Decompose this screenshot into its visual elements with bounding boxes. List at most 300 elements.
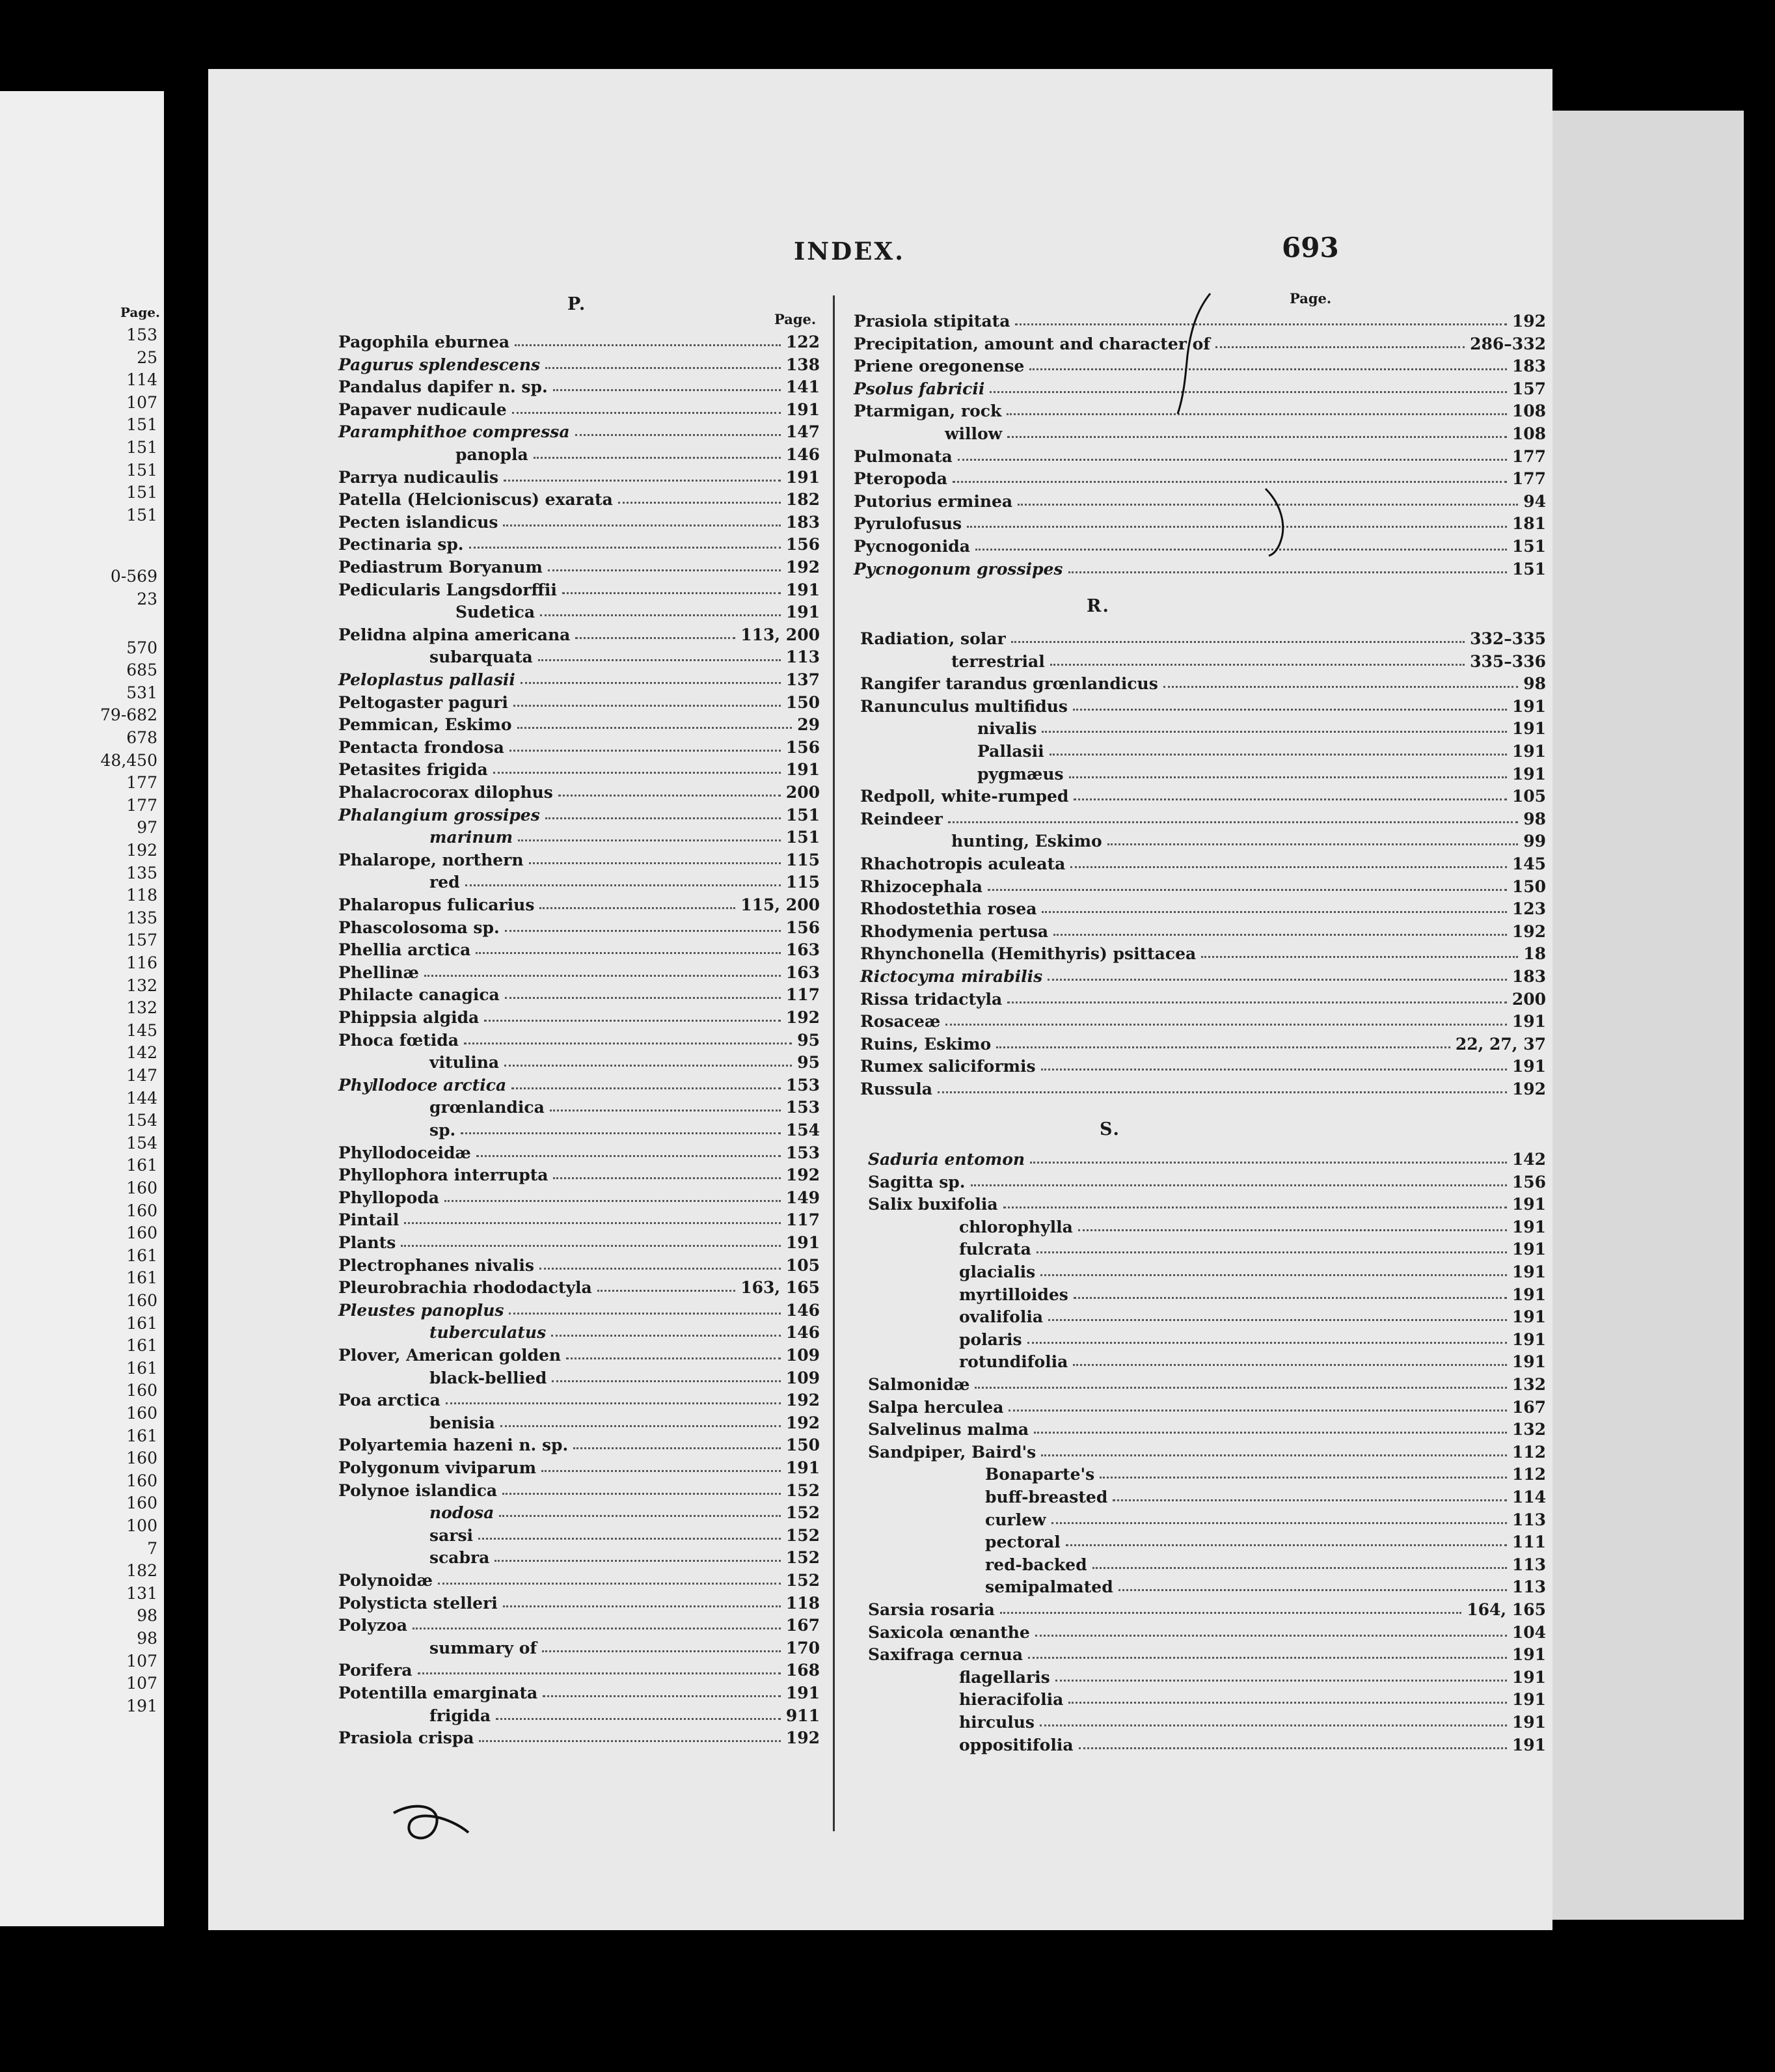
index-page-ref: 191 [1511, 742, 1546, 761]
dot-leader [1074, 798, 1506, 800]
index-page-ref: 192 [1511, 1080, 1546, 1098]
index-term: Salvelinus malma [868, 1420, 1029, 1439]
index-entry [429, 643, 820, 665]
dot-leader [953, 481, 1507, 483]
index-term: Ruins, Eskimo [860, 1034, 992, 1054]
index-page-ref: 113 [785, 648, 820, 667]
index-term: pygmæus [977, 764, 1064, 784]
index-entry [860, 670, 1546, 692]
dot-leader [478, 1538, 781, 1540]
index-page-ref: 141 [785, 377, 820, 397]
index-page-ref: 153 [785, 1143, 820, 1162]
index-page-ref: 191 [1511, 1262, 1546, 1281]
dot-leader [971, 1184, 1507, 1186]
left-page-number: 678 [126, 728, 157, 747]
index-term: fulcrata [959, 1240, 1031, 1259]
index-term: ovalifolia [959, 1307, 1044, 1327]
index-entry [338, 328, 820, 350]
index-page-ref: 191 [1511, 1735, 1546, 1754]
index-term: Parrya nudicaulis [338, 467, 499, 487]
index-page-ref: 99 [1523, 832, 1546, 851]
index-page-ref: 146 [785, 445, 820, 464]
index-term: Pandalus dapifer n. sp. [338, 377, 548, 397]
index-page-ref: 191 [1511, 1352, 1546, 1372]
left-page-number: 161 [126, 1358, 157, 1378]
index-page-ref: 183 [785, 512, 820, 532]
index-entry [959, 1281, 1546, 1303]
index-page-ref: 95 [797, 1053, 820, 1072]
left-page-number: 25 [137, 348, 157, 367]
index-page-ref: 191 [785, 760, 820, 780]
dot-leader [1079, 1747, 1507, 1749]
index-entry [868, 1190, 1546, 1212]
index-page-ref: 146 [785, 1323, 820, 1343]
index-entry [985, 1483, 1546, 1505]
left-page-number: 531 [126, 683, 157, 702]
back-sheet-edge [1549, 111, 1744, 1920]
dot-leader [479, 1740, 780, 1742]
dot-leader [975, 1387, 1506, 1389]
left-page-number: 116 [126, 953, 157, 972]
dot-leader [1040, 1724, 1507, 1726]
index-term: buff-breasted [985, 1488, 1108, 1506]
dot-leader [512, 412, 781, 414]
index-page-ref: 182 [785, 490, 820, 510]
index-page-ref: 156 [785, 737, 820, 757]
index-term: curlew [985, 1510, 1046, 1529]
index-page-ref: 152 [785, 1480, 820, 1500]
index-entry [338, 530, 820, 552]
left-page-number: 151 [126, 460, 157, 480]
dot-leader [545, 367, 781, 369]
dot-leader [509, 1313, 780, 1315]
index-entry [959, 1663, 1546, 1685]
index-entry [860, 1007, 1546, 1029]
index-page-ref: 191 [785, 580, 820, 599]
index-page-ref: 156 [785, 918, 820, 937]
index-page-ref: 108 [1511, 424, 1546, 443]
index-entry [429, 1409, 820, 1431]
index-page-ref: 109 [785, 1346, 820, 1365]
left-page-number: 144 [126, 1088, 157, 1108]
index-term: Poa arctica [338, 1391, 440, 1410]
dot-leader [938, 1091, 1507, 1093]
left-page-number: 182 [126, 1561, 157, 1581]
index-page-ref: 164, 165 [1467, 1600, 1546, 1619]
index-term: Rangifer tarandus grœnlandicus [860, 674, 1158, 694]
dot-leader [558, 795, 781, 797]
dot-leader [1042, 911, 1506, 913]
index-term: nodosa [429, 1503, 495, 1523]
index-page-ref: 153 [785, 1075, 820, 1095]
index-entry [338, 688, 820, 711]
dot-leader [575, 637, 735, 639]
left-page-number: 191 [126, 1696, 157, 1715]
index-entry [854, 510, 1546, 532]
left-page-number: 151 [126, 415, 157, 435]
dot-leader [1027, 1342, 1507, 1344]
dot-leader [1007, 413, 1506, 415]
index-term: Rhizocephala [860, 877, 983, 896]
dot-leader [975, 549, 1507, 551]
index-page-ref: 168 [785, 1661, 820, 1680]
index-entry [985, 1551, 1546, 1573]
index-entry [860, 985, 1546, 1007]
page-number: 693 [1282, 232, 1339, 264]
index-term: Plover, American golden [338, 1346, 562, 1365]
index-term: Pyrulofusus [854, 514, 962, 534]
index-term: red [429, 873, 460, 892]
index-entry [860, 918, 1546, 940]
index-entry [338, 778, 820, 800]
index-page-ref: 117 [785, 985, 820, 1005]
previous-page-edge [0, 91, 164, 1926]
index-term: Ptarmigan, rock [854, 402, 1002, 421]
index-entry [977, 715, 1546, 737]
left-page-number: 98 [137, 1629, 157, 1648]
dot-leader [504, 480, 781, 482]
index-entry [868, 1641, 1546, 1663]
index-entry [959, 1685, 1546, 1708]
dot-leader [438, 1583, 781, 1585]
index-term: rotundifolia [959, 1352, 1068, 1372]
index-entry [959, 1348, 1546, 1370]
index-entry [854, 555, 1546, 577]
index-entry [854, 443, 1546, 465]
index-term: Priene oregonense [854, 357, 1025, 376]
index-page-ref: 200 [1511, 989, 1546, 1009]
index-page-ref: 157 [1511, 379, 1546, 398]
index-entry [338, 1454, 820, 1476]
left-page-number: 107 [126, 1651, 157, 1670]
index-page-ref: 18 [1523, 944, 1546, 964]
dot-leader [542, 1650, 781, 1652]
dot-leader [521, 682, 781, 684]
index-term: Rhodymenia pertusa [860, 921, 1049, 941]
index-entry [338, 1341, 820, 1363]
index-term: benisia [429, 1413, 495, 1432]
dot-leader [538, 659, 781, 661]
left-page-number: 132 [126, 998, 157, 1018]
left-page-number: 161 [126, 1313, 157, 1333]
dot-leader [550, 1110, 781, 1111]
dot-leader [484, 1020, 781, 1022]
dot-leader [990, 391, 1506, 393]
left-page-number: 154 [126, 1133, 157, 1152]
index-entry [959, 1235, 1546, 1257]
index-term: Phoca fœtida [338, 1030, 459, 1050]
index-page-ref: 191 [1511, 1285, 1546, 1304]
index-page-ref: 191 [1511, 1690, 1546, 1710]
index-page-ref: 191 [1511, 1307, 1546, 1327]
index-page-ref: 192 [785, 1008, 820, 1027]
index-term: willow [945, 424, 1003, 443]
index-page-ref: 153 [785, 1098, 820, 1117]
index-page-ref: 150 [1511, 877, 1546, 896]
index-term: Porifera [338, 1661, 413, 1680]
index-page-ref: 147 [785, 422, 820, 442]
index-term: Prasiola crispa [338, 1728, 474, 1748]
index-term: Polygonum viviparum [338, 1458, 537, 1477]
dot-leader [517, 727, 793, 729]
index-entry [860, 1052, 1546, 1074]
index-term: Phalaropus fulicarius [338, 895, 535, 914]
index-page-ref: 94 [1523, 491, 1546, 511]
dot-leader [539, 907, 735, 909]
index-entry [338, 1611, 820, 1633]
index-entry [338, 1296, 820, 1318]
left-page-number: 157 [126, 931, 157, 950]
index-entry [429, 1093, 820, 1115]
index-page-ref: 152 [785, 1525, 820, 1545]
left-page-number: 160 [126, 1493, 157, 1513]
dot-leader [562, 592, 781, 594]
index-term: red-backed [985, 1555, 1087, 1574]
dot-leader [495, 1560, 780, 1562]
index-term: Pediastrum Boryanum [338, 558, 543, 577]
index-term: Pentacta frondosa [338, 737, 504, 757]
index-entry [338, 981, 820, 1003]
index-term: Pycnogonum grossipes [854, 559, 1063, 579]
index-page-ref: 335–336 [1470, 651, 1546, 671]
dot-leader [1069, 776, 1507, 778]
left-page-number: 160 [126, 1381, 157, 1400]
index-entry [985, 1528, 1546, 1550]
left-page-number: 145 [126, 1020, 157, 1040]
index-page-ref: 170 [785, 1638, 820, 1657]
dot-leader [500, 1425, 781, 1427]
index-entry [429, 1499, 820, 1521]
index-page-ref: 191 [1511, 1645, 1546, 1665]
dot-leader [511, 1087, 781, 1089]
index-entry [959, 1213, 1546, 1235]
index-page-ref: 151 [785, 805, 820, 825]
index-term: Phascolosoma sp. [338, 918, 500, 937]
left-page-number: 147 [126, 1066, 157, 1085]
left-page-number: 135 [126, 863, 157, 882]
index-entry [868, 1438, 1546, 1460]
left-page-number: 107 [126, 392, 157, 412]
dot-leader [1003, 1206, 1507, 1208]
index-term: Plectrophanes nivalis [338, 1255, 535, 1275]
index-term: Pagurus splendescens [338, 355, 541, 374]
index-page-ref: 191 [1511, 1217, 1546, 1236]
index-entry [985, 1573, 1546, 1595]
left-page-number: 107 [126, 1674, 157, 1693]
left-page-label: Page. [120, 305, 160, 320]
index-entry [945, 420, 1546, 442]
index-term: hieracifolia [959, 1690, 1064, 1710]
index-entry [338, 801, 820, 823]
left-page-number: 131 [126, 1583, 157, 1603]
index-page-ref: 181 [1511, 514, 1546, 534]
left-page-number: 23 [137, 590, 157, 608]
dot-leader [551, 1335, 781, 1337]
dot-leader [1042, 731, 1506, 733]
dot-leader [1040, 1274, 1507, 1276]
index-page-ref: 29 [797, 715, 820, 735]
index-term: Rumex saliciformis [860, 1057, 1036, 1076]
index-page-ref: 191 [1511, 719, 1546, 739]
index-page-ref: 177 [1511, 446, 1546, 466]
index-term: Ranunculus multifidus [860, 696, 1068, 716]
index-page-ref: 105 [1511, 787, 1546, 806]
dot-leader [496, 1718, 781, 1720]
index-page-ref: 118 [785, 1593, 820, 1613]
left-page-number: 161 [126, 1156, 157, 1175]
index-entry [429, 1048, 820, 1070]
index-page-ref: 191 [1511, 1667, 1546, 1687]
index-page-ref: 109 [785, 1368, 820, 1387]
index-entry [429, 1634, 820, 1656]
index-page-ref: 113 [1511, 1577, 1546, 1597]
dot-leader [518, 839, 781, 841]
index-term: Bonaparte's [985, 1465, 1095, 1484]
index-page-ref: 156 [785, 535, 820, 554]
left-page-number: 177 [126, 773, 157, 793]
index-term: Salpa herculea [868, 1397, 1004, 1417]
left-page-number: 192 [126, 841, 157, 860]
index-page-ref: 113 [1511, 1555, 1546, 1574]
left-page-number: 151 [126, 438, 157, 457]
index-page-ref: 286–332 [1470, 334, 1546, 353]
index-page-ref: 152 [785, 1548, 820, 1568]
dot-leader [461, 1132, 781, 1134]
book-gutter [164, 78, 210, 1978]
dot-leader [1048, 979, 1507, 981]
index-page-ref: 191 [785, 467, 820, 487]
index-term: Phalarope, northern [338, 850, 524, 869]
index-entry [338, 1274, 820, 1296]
index-term: Pagophila eburnea [338, 333, 510, 351]
index-page-ref: 151 [785, 828, 820, 847]
index-entry [959, 1708, 1546, 1730]
index-term: Pelidna alpina americana [338, 625, 571, 644]
index-term: Reindeer [860, 809, 943, 828]
index-term: Sarsia rosaria [868, 1600, 995, 1619]
index-page-ref: 191 [1511, 1012, 1546, 1031]
index-entry [951, 648, 1546, 670]
left-page-number: 685 [126, 661, 157, 680]
index-entry [429, 1318, 820, 1341]
index-term: Rictocyma mirabilis [860, 967, 1043, 986]
left-page-number: 151 [126, 483, 157, 502]
index-term: Salmonidæ [868, 1375, 970, 1394]
index-page-ref: 123 [1511, 899, 1546, 919]
index-page-ref: 98 [1523, 809, 1546, 828]
index-term: sp. [429, 1121, 456, 1139]
dot-leader [529, 862, 781, 864]
index-page-ref: 192 [1511, 921, 1546, 941]
pen-scribble-mark [390, 1793, 475, 1852]
dot-leader [444, 1200, 781, 1202]
index-term: Sagitta sp. [868, 1172, 966, 1192]
dot-leader [1009, 1410, 1506, 1411]
index-term: Polynoe islandica [338, 1480, 498, 1500]
index-entry [338, 1161, 820, 1183]
index-term: Pleurobrachia rhododactyla [338, 1278, 592, 1298]
left-page-number: 132 [126, 975, 157, 995]
index-entry [959, 1303, 1546, 1325]
dot-leader [1007, 436, 1507, 438]
index-term: Rissa tridactyla [860, 989, 1003, 1009]
index-page-ref: 146 [785, 1300, 820, 1320]
index-term: Polyartemia hazeni n. sp. [338, 1436, 569, 1455]
left-page-number: 153 [126, 325, 157, 344]
left-page-number: 0-569 [110, 567, 157, 586]
dot-leader [945, 1024, 1507, 1026]
index-entry [429, 1544, 820, 1566]
index-term: Pedicularis Langsdorffii [338, 580, 557, 599]
index-term: Pycnogonida [854, 537, 970, 556]
dot-leader [1035, 1635, 1507, 1637]
index-page-ref: 163, 165 [740, 1278, 820, 1298]
index-entry [338, 1431, 820, 1453]
index-page-ref: 192 [785, 1413, 820, 1432]
dot-leader [541, 1470, 781, 1472]
index-page-ref: 105 [785, 1255, 820, 1275]
index-page-ref: 151 [1511, 559, 1546, 579]
dot-leader [534, 457, 781, 459]
index-term: Polynoidæ [338, 1571, 433, 1590]
dot-leader [1066, 1544, 1507, 1546]
index-page-ref: 191 [1511, 1195, 1546, 1214]
index-term: Pectinaria sp. [338, 535, 464, 554]
index-page-ref: 191 [1511, 1713, 1546, 1732]
index-entry [455, 441, 820, 463]
index-page-ref: 137 [785, 670, 820, 689]
index-page-ref: 163 [785, 962, 820, 982]
index-term: Phalacrocorax dilophus [338, 783, 553, 802]
left-page-number: 160 [126, 1404, 157, 1423]
dot-leader [504, 1065, 792, 1067]
dot-leader [1015, 323, 1506, 325]
index-entry [868, 1415, 1546, 1438]
index-page-ref: 114 [1511, 1488, 1546, 1506]
index-term: Philacte canagica [338, 985, 500, 1005]
index-entry [429, 823, 820, 845]
dot-leader [1070, 866, 1506, 868]
index-entry [860, 625, 1546, 647]
pen-tick-mark [1171, 290, 1223, 420]
index-entry [854, 532, 1546, 554]
index-page-ref: 149 [785, 1188, 820, 1207]
left-page-number: 160 [126, 1449, 157, 1468]
index-entry [860, 873, 1546, 895]
index-page-ref: 154 [785, 1121, 820, 1139]
dot-leader [540, 614, 781, 616]
index-entry [338, 666, 820, 688]
index-entry [338, 485, 820, 508]
left-page-number: 570 [126, 638, 157, 657]
index-entry [338, 418, 820, 440]
index-page-ref: 152 [785, 1503, 820, 1523]
index-entry [338, 621, 820, 643]
index-page-ref: 163 [785, 940, 820, 960]
index-term: sarsi [429, 1525, 474, 1545]
index-entry [338, 891, 820, 913]
dot-leader [413, 1628, 781, 1629]
index-entry [429, 1702, 820, 1724]
index-page-ref: 117 [785, 1210, 820, 1230]
index-term: Pintail [338, 1210, 400, 1230]
index-page-ref: 191 [1511, 1240, 1546, 1259]
index-page-ref: 167 [1511, 1397, 1546, 1417]
index-term: myrtilloides [959, 1285, 1068, 1304]
left-page-number: 160 [126, 1201, 157, 1220]
column-divider [833, 295, 835, 1831]
index-entry [338, 1184, 820, 1206]
